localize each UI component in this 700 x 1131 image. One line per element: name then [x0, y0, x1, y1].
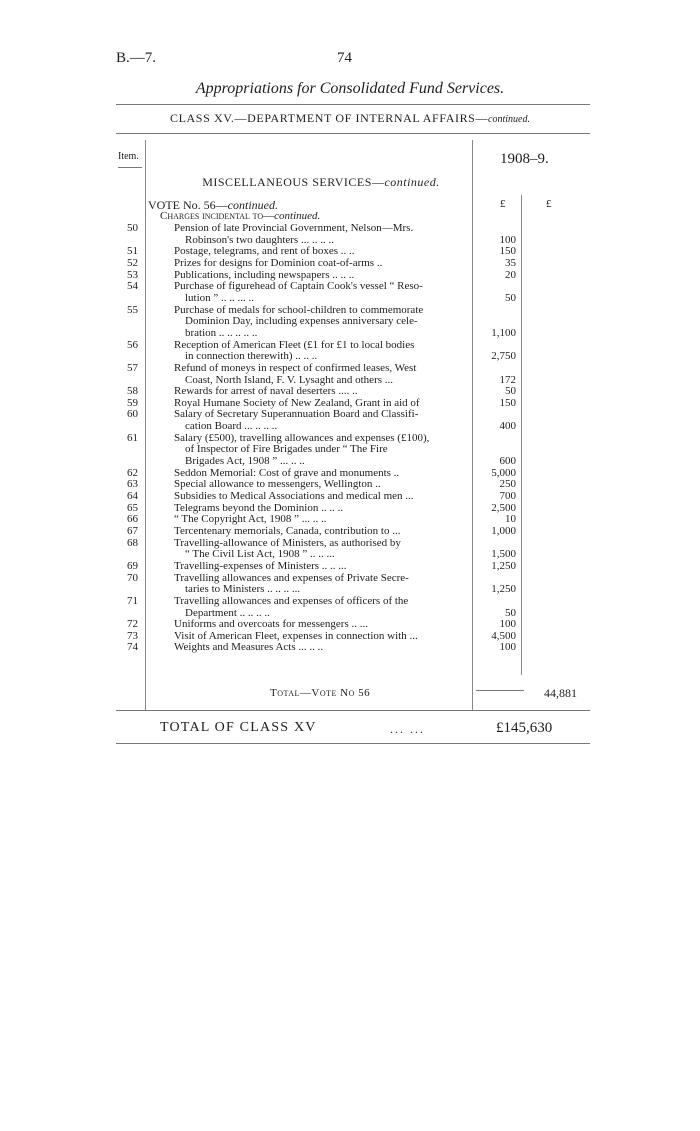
item-description: Brigades Act, 1908 ” ... .. ..: [185, 455, 305, 467]
item-description: Publications, including newspapers .. .. ..: [174, 268, 355, 281]
year-column-header: 1908–9.: [500, 151, 549, 167]
table-row: [0, 595, 700, 607]
item-description: Seddon Memorial: Cost of grave and monuments ..: [174, 466, 400, 479]
vote-total-rule: [116, 710, 590, 711]
item-amount: 50: [505, 385, 516, 398]
table-row: [0, 607, 700, 619]
item-number: 58: [127, 385, 138, 398]
table-row: [0, 572, 700, 584]
item-number: 69: [127, 559, 138, 572]
class-heading: CLASS XV.—DEPARTMENT OF INTERNAL AFFAIRS—continued.: [170, 111, 530, 125]
table-row: [0, 292, 700, 304]
item-number: 65: [127, 501, 138, 514]
table-row: [0, 280, 700, 292]
table-row: [0, 362, 700, 374]
item-description: Uniforms and overcoats for messengers .. ...: [174, 618, 368, 631]
table-row: [0, 490, 700, 502]
table-row: [0, 502, 700, 514]
item-description: Reception of American Fleet (£1 for £1 to local bodies: [174, 338, 415, 351]
table-row: [0, 432, 700, 444]
vote-total-amount: 44,881: [544, 686, 577, 700]
item-description: Robinson's two daughters ... .. .. ..: [185, 233, 334, 246]
item-description: in connection therewith) .. .. ..: [185, 350, 318, 363]
item-description: Department .. .. .. ..: [185, 606, 270, 619]
item-amount: 100: [499, 618, 516, 631]
item-description: Subsidies to Medical Associations and medical men ...: [174, 489, 414, 502]
item-number: 72: [127, 618, 138, 631]
table-row: [0, 234, 700, 246]
table-row: [0, 443, 700, 455]
item-description: Travelling allowances and expenses of officers of the: [174, 594, 409, 607]
class-heading-rule: [116, 133, 590, 134]
item-column-header: Item.: [118, 151, 139, 162]
item-amount: 400: [499, 420, 516, 433]
page-number: 74: [337, 50, 352, 66]
item-description: Visit of American Fleet, expenses in connection with ...: [174, 629, 418, 642]
table-row: [0, 315, 700, 327]
currency-symbol-items: £: [500, 198, 506, 210]
item-description: Royal Humane Society of New Zealand, Grant in aid of: [174, 396, 420, 409]
item-description: Travelling-expenses of Ministers .. .. ...: [174, 559, 347, 572]
table-row: [0, 385, 700, 397]
item-amount: 150: [499, 396, 516, 409]
item-number: 57: [127, 361, 138, 374]
item-description: of Inspector of Fire Brigades under “ The Fire: [185, 443, 388, 456]
item-amount: 35: [505, 256, 516, 269]
item-description: Telegrams beyond the Dominion .. .. ..: [174, 501, 344, 514]
table-row: [0, 455, 700, 467]
item-number: 74: [127, 641, 138, 654]
document-reference: B.—7.: [116, 50, 157, 66]
item-number: 55: [127, 303, 138, 316]
item-header-rule: [118, 167, 142, 168]
item-amount: 700: [499, 489, 516, 502]
item-description: Dominion Day, including expenses anniversary cele-: [185, 315, 418, 328]
item-amount: 1,000: [491, 524, 516, 537]
table-row: [0, 641, 700, 653]
table-row: [0, 408, 700, 420]
table-row: [0, 245, 700, 257]
item-description: bration .. .. .. .. ..: [185, 326, 258, 339]
item-description: Travelling-allowance of Ministers, as authorised by: [174, 536, 401, 549]
item-number: 68: [127, 536, 138, 549]
item-amount: 2,500: [491, 501, 516, 514]
item-description: Weights and Measures Acts ... .. ..: [174, 641, 324, 654]
table-row: [0, 618, 700, 630]
table-row: [0, 560, 700, 572]
table-row: [0, 339, 700, 351]
item-amount: 150: [499, 245, 516, 258]
item-description: cation Board ... .. .. ..: [185, 420, 278, 433]
item-description: Refund of moneys in respect of confirmed leases, West: [174, 361, 417, 374]
item-description: Special allowance to messengers, Wellington ..: [174, 478, 381, 491]
item-number: 71: [127, 594, 138, 607]
table-row: [0, 478, 700, 490]
item-description: Prizes for designs for Dominion coat-of-arms ..: [174, 256, 383, 269]
item-amount: 100: [499, 641, 516, 654]
item-amount: 4,500: [491, 629, 516, 642]
item-number: 73: [127, 629, 138, 642]
item-amount: 600: [499, 455, 516, 467]
item-description: Purchase of medals for school-children to commemorate: [174, 303, 424, 316]
section-title: MISCELLANEOUS SERVICES—continued.: [202, 175, 440, 189]
table-row: [0, 397, 700, 409]
table-row: [0, 467, 700, 479]
item-number: 70: [127, 571, 138, 584]
item-description: Pension of late Provincial Government, Nelson—Mrs.: [174, 222, 414, 234]
item-number: 60: [127, 408, 138, 421]
table-row: [0, 420, 700, 432]
item-amount: 5,000: [491, 466, 516, 479]
item-amount: 100: [499, 233, 516, 246]
bottom-rule: [116, 743, 590, 744]
charges-subheading: Charges incidental to—continued.: [160, 210, 321, 222]
currency-symbol-total: £: [546, 198, 552, 210]
item-amount: 2,750: [491, 350, 516, 363]
item-amount: 1,250: [491, 583, 516, 596]
table-row: [0, 350, 700, 362]
item-description: “ The Copyright Act, 1908 ” ... .. ..: [174, 513, 327, 526]
item-number: 63: [127, 478, 138, 491]
item-amount: 50: [505, 291, 516, 304]
item-number: 64: [127, 489, 138, 502]
table-row: [0, 630, 700, 642]
item-description: Coast, North Island, F. V. Lysaght and others ...: [185, 373, 394, 386]
table-row: [0, 222, 700, 234]
item-amount: 1,250: [491, 559, 516, 572]
item-amount: 10: [505, 513, 516, 526]
item-description: Rewards for arrest of naval deserters .... ..: [174, 385, 358, 398]
title-rule: [116, 104, 590, 105]
table-row: [0, 327, 700, 339]
table-row: [0, 513, 700, 525]
class-total-label: TOTAL OF CLASS XV: [160, 720, 317, 735]
table-row: [0, 583, 700, 595]
table-row: [0, 537, 700, 549]
item-amount: 20: [505, 268, 516, 281]
item-number: 51: [127, 245, 138, 258]
item-number: 59: [127, 396, 138, 409]
item-description: lution ” .. .. ... ..: [185, 291, 255, 304]
table-row: [0, 304, 700, 316]
item-number: 62: [127, 466, 138, 479]
item-number: 61: [127, 431, 138, 444]
vote-total-label: Total—Vote No 56: [270, 687, 371, 699]
item-number: 54: [127, 280, 138, 293]
table-row: [0, 257, 700, 269]
item-description: taries to Ministers .. .. .. ...: [185, 583, 301, 596]
item-number: 56: [127, 338, 138, 351]
item-amount: 1,100: [491, 326, 516, 339]
table-row: [0, 374, 700, 386]
page-title: Appropriations for Consolidated Fund Services.: [195, 80, 505, 97]
table-row: [0, 548, 700, 560]
item-description: “ The Civil List Act, 1908 ” .. .. ...: [185, 548, 335, 561]
subtotal-rule: [476, 690, 524, 691]
class-total-leader: ... ...: [390, 722, 425, 736]
item-description: Salary of Secretary Superannuation Board and Classifi-: [174, 408, 419, 421]
item-number: 50: [127, 222, 138, 234]
item-description: Travelling allowances and expenses of Private Secre-: [174, 571, 409, 584]
item-amount: 1,500: [491, 548, 516, 561]
item-number: 53: [127, 268, 138, 281]
item-amount: 172: [499, 373, 516, 386]
table-row: [0, 269, 700, 281]
class-total-amount: £145,630: [496, 720, 553, 736]
item-number: 66: [127, 513, 138, 526]
item-description: Purchase of figurehead of Captain Cook's vessel “ Reso-: [174, 280, 423, 293]
item-amount: 250: [499, 478, 516, 491]
vote-title: VOTE No. 56—continued.: [148, 198, 278, 212]
item-number: 52: [127, 256, 138, 269]
item-description: Salary (£500), travelling allowances and expenses (£100),: [174, 431, 430, 444]
item-description: Postage, telegrams, and rent of boxes .. ..: [174, 245, 355, 258]
item-description: Tercentenary memorials, Canada, contribution to ...: [174, 524, 401, 537]
table-row: [0, 525, 700, 537]
item-number: 67: [127, 524, 138, 537]
item-amount: 50: [505, 606, 516, 619]
